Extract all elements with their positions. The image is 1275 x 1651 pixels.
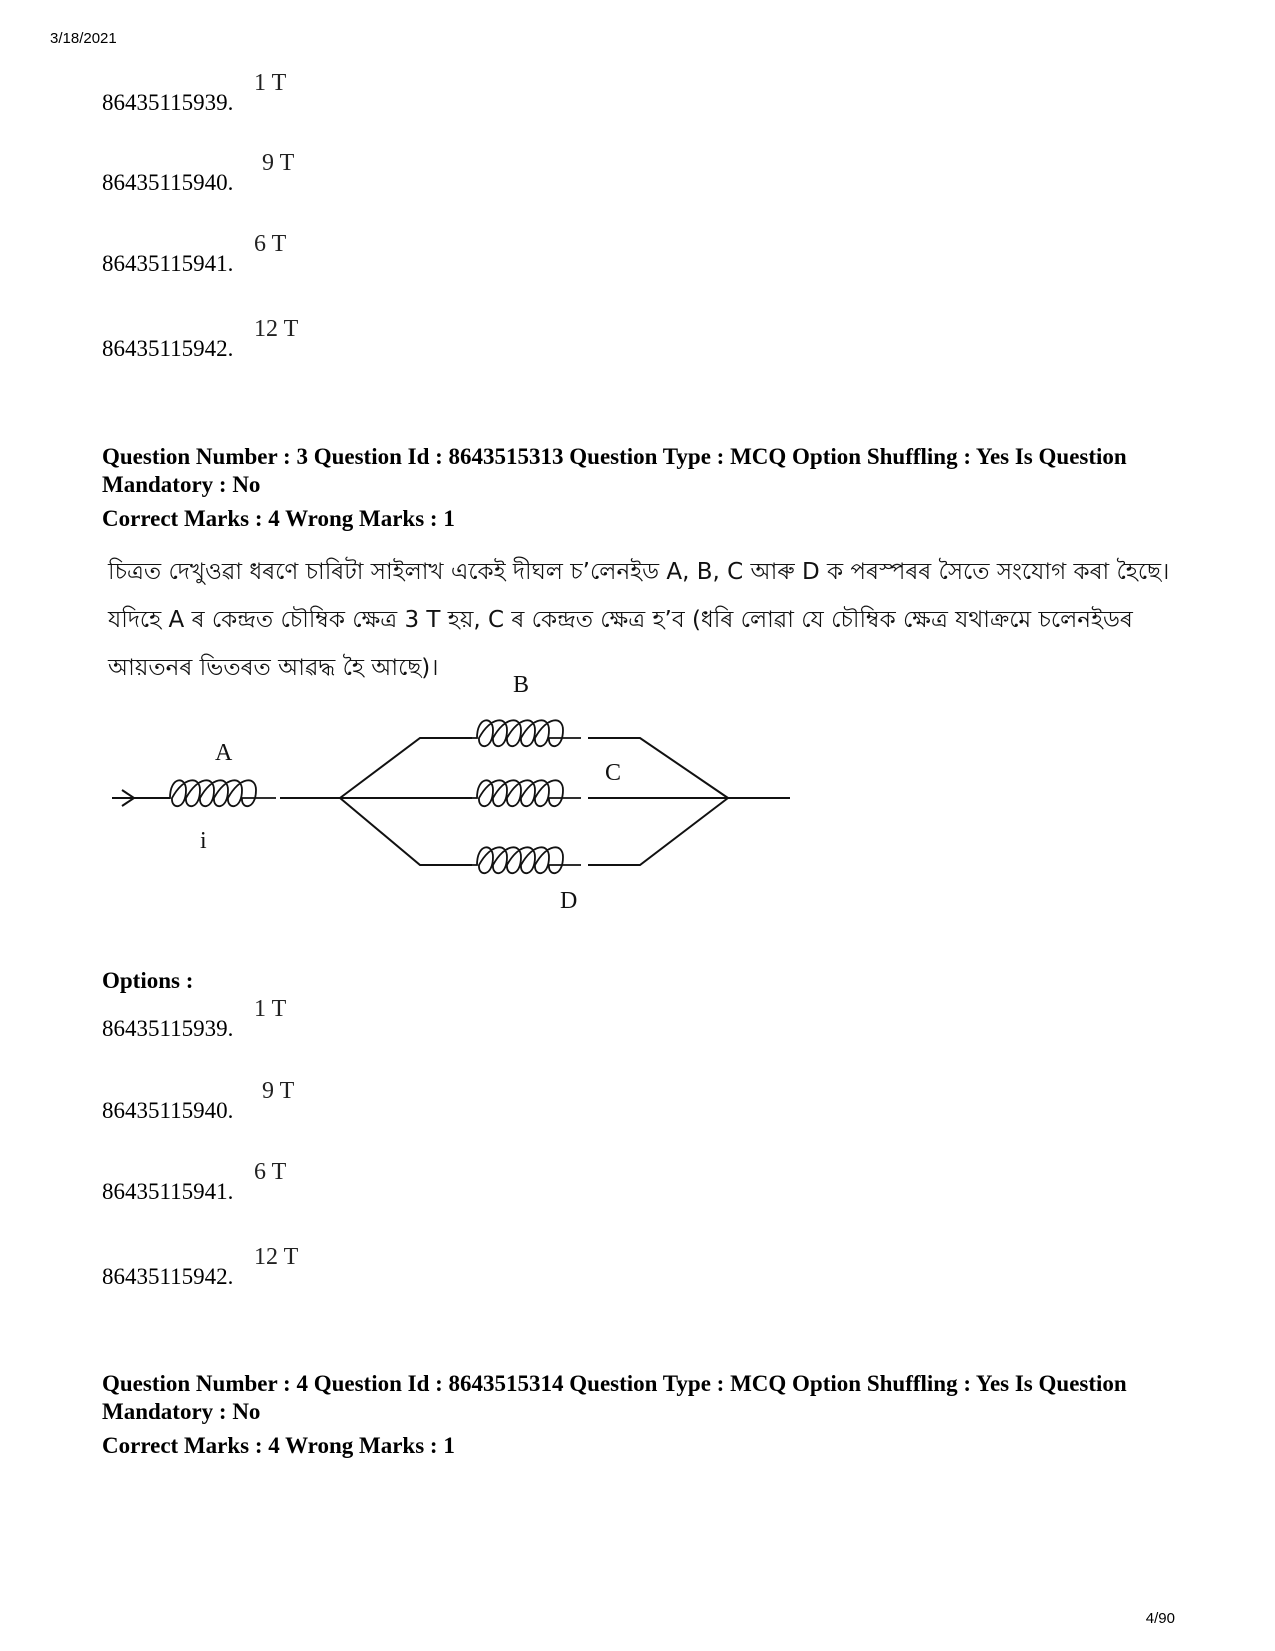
option-value: 6 T: [254, 231, 287, 257]
option-value: 12 T: [254, 316, 299, 342]
solenoid-d: [465, 847, 581, 873]
question-header: Question Number : 3 Question Id : 8643515313 Question Type : MCQ Option Shuffling : Yes Is Question Mandatory : No: [102, 444, 1127, 497]
option-number: 86435115940.: [102, 1098, 234, 1123]
label-c: C: [605, 760, 622, 786]
label-d: D: [560, 888, 578, 914]
question-text: চিত্ৰত দেখুওৱা ধৰণে চাৰিটা সাইলাখ একেই দীঘল চ’লেনইড A, B, C আৰু D ক পৰস্পৰৰ সৈতে সংযোগ কৰা হৈছে। যদিহে A ৰ কেন্দ্ৰত চৌম্বিক ক্ষেত্ৰ 3 T হয়, C ৰ কেন্দ্ৰত ক্ষেত্ৰ হ’ব (ধৰি লোৱা যে চৌম্বিক ক্ষেত্ৰ যথাক্ৰমে চলেনইডৰ আয়তনৰ ভিতৰত আৱদ্ধ হৈ আছে)।: [108, 559, 1170, 681]
wire-top-left: [340, 738, 472, 798]
option-value: 1 T: [254, 70, 287, 96]
solenoid-circuit-diagram: [100, 672, 820, 950]
option-value: 9 T: [262, 150, 295, 176]
wire-bottom-right: [588, 798, 728, 865]
wire-bottom-left: [340, 798, 472, 865]
question-header: Question Number : 4 Question Id : 8643515314 Question Type : MCQ Option Shuffling : Yes Is Question Mandatory : No: [102, 1371, 1127, 1424]
solenoid-c: [465, 780, 581, 806]
label-b: B: [513, 672, 530, 698]
question-marks: Correct Marks : 4 Wrong Marks : 1: [102, 1433, 455, 1458]
option-value: 12 T: [254, 1244, 299, 1270]
page-number: 4/90: [1145, 1610, 1175, 1627]
option-number: 86435115940.: [102, 170, 234, 195]
option-number: 86435115941.: [102, 1179, 234, 1204]
option-value: 9 T: [262, 1078, 295, 1104]
option-number: 86435115941.: [102, 251, 234, 276]
label-a: A: [215, 740, 233, 766]
question-marks: Correct Marks : 4 Wrong Marks : 1: [102, 506, 455, 531]
option-number: 86435115939.: [102, 90, 234, 115]
solenoid-a: [160, 780, 276, 806]
option-number: 86435115942.: [102, 1264, 234, 1289]
option-number: 86435115939.: [102, 1016, 234, 1041]
print-date: 3/18/2021: [50, 30, 117, 47]
option-value: 1 T: [254, 996, 287, 1022]
label-current: i: [200, 828, 207, 854]
option-value: 6 T: [254, 1159, 287, 1185]
options-label: Options :: [102, 968, 194, 993]
option-number: 86435115942.: [102, 336, 234, 361]
solenoid-b: [465, 720, 581, 746]
